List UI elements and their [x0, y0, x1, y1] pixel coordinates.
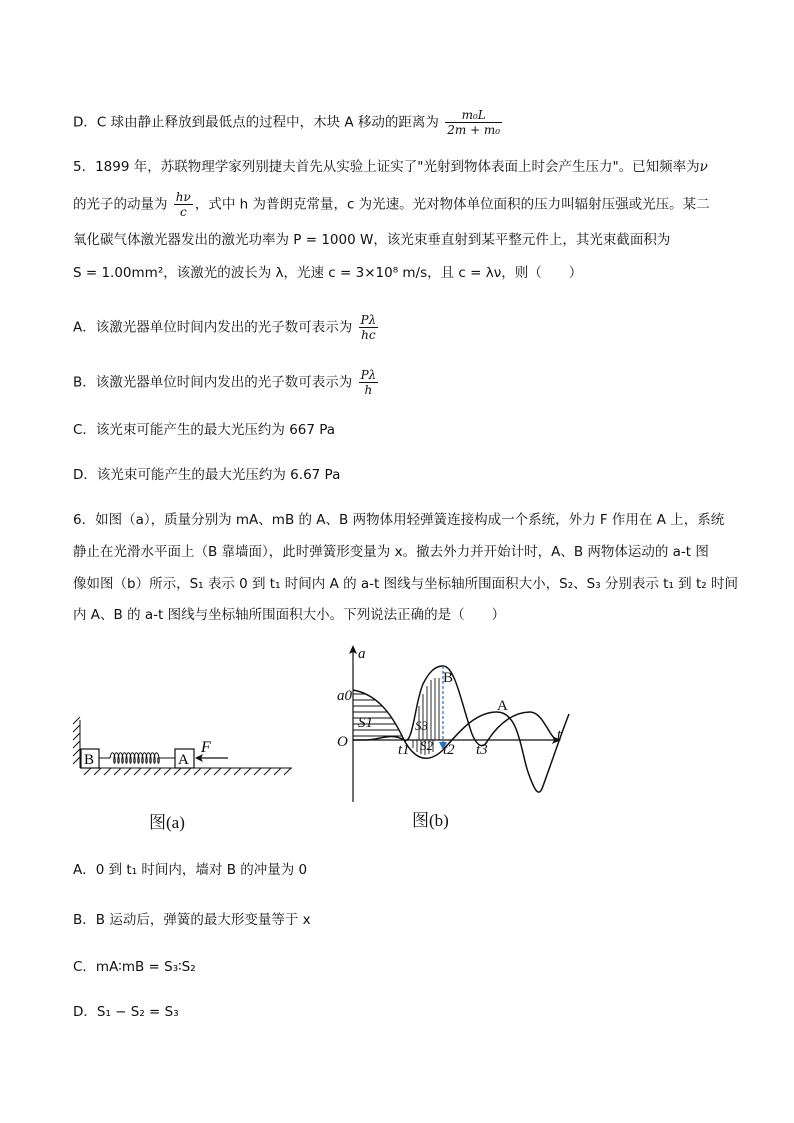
q5-option-d: D．该光束可能产生的最大光压约为 6.67 Pa: [73, 467, 341, 483]
q5-option-b-text: B．该激光器单位时间内发出的光子数可表示为: [73, 374, 353, 391]
q4-option-d-text: D．C 球由静止释放到最低点的过程中，木块 A 移动的距离为: [73, 114, 439, 131]
block-a-label: A: [178, 752, 189, 768]
spring: [99, 753, 175, 764]
q5-option-a-fraction: [359, 313, 379, 342]
q5-momentum-fraction: [174, 190, 193, 219]
figure-b-caption: 图(b): [412, 811, 449, 830]
q6-stem-line1: 6．如图（a），质量分别为 mA、mB 的 A、B 两物体用轻弹簧连接构成一个系统，外力 F 作用在 A 上，系统: [73, 512, 725, 528]
figure-b: [325, 642, 580, 807]
figure-a: [70, 712, 300, 782]
q5-stem-line2: [73, 190, 710, 219]
q5-line1-text: 5．1899 年，苏联物理学家列别捷夫首先从实验上证实了"光射到物体表面上时会产生压力"。已知频率为: [73, 159, 700, 175]
curve-b: [353, 666, 557, 746]
q6-stem-line4: 内 A、B 的 a-t 图线与坐标轴所围面积大小。下列说法正确的是（ ）: [73, 607, 506, 623]
q6-stem-line3: 像如图（b）所示，S₁ 表示 0 到 t₁ 时间内 A 的 a-t 图线与坐标轴所围面积大小，S₂、S₃ 分别表示 t₁ 到 t₂ 时间: [73, 576, 738, 592]
q5-stem-line4: S = 1.00mm²，该激光的波长为 λ，光速 c = 3×10⁸ m/s，且 c = λν，则（ ）: [73, 265, 583, 281]
curve-b-label: B: [443, 670, 454, 686]
q6-option-b: B．B 运动后，弹簧的最大形变量等于 x: [73, 912, 311, 928]
floor-hatching: [80, 768, 292, 775]
q6-option-a: A．0 到 t₁ 时间内，墙对 B 的冲量为 0: [73, 862, 308, 878]
t3-label: t3: [476, 742, 488, 758]
q5-option-a-text: A．该激光器单位时间内发出的光子数可表示为: [73, 319, 353, 336]
fraction-denominator: 2m + m₀: [447, 123, 501, 137]
q5-line2-pre: 的光子的动量为: [73, 196, 168, 213]
fraction-denominator: h: [364, 383, 373, 397]
q5-option-c: C．该光束可能产生的最大光压约为 667 Pa: [73, 422, 336, 438]
block-b-label: B: [84, 752, 95, 768]
q5-line1-nu: ν: [699, 159, 708, 175]
q5-line2-post: ，式中 h 为普朗克常量，c 为光速。光对物体单位面积的压力叫辐射压强或光压。某二: [194, 196, 710, 213]
t2-label: t2: [443, 742, 455, 758]
q4-option-d-fraction: [445, 108, 502, 137]
curve-a-label: A: [497, 698, 508, 714]
fraction-denominator: hc: [361, 328, 376, 342]
axis-label-a: a: [358, 646, 366, 662]
origin-label: O: [337, 734, 348, 750]
q5-stem-line3: 氧化碳气体激光器发出的激光功率为 P = 1000 W，该光束垂直射到某平整元件上，其光束截面积为: [73, 232, 671, 248]
fraction-numerator: m₀L: [445, 108, 502, 123]
q5-option-b: [73, 368, 380, 397]
q5-option-a: [73, 313, 380, 342]
fraction-denominator: c: [179, 205, 187, 219]
axis-label-t: t: [557, 727, 562, 743]
curve-a: [353, 690, 569, 792]
force-label: F: [201, 739, 211, 756]
fraction-numerator: hν: [175, 190, 191, 204]
a0-label: a0: [337, 688, 352, 704]
s3-label: S3: [415, 718, 428, 733]
wall-hatching: [73, 717, 80, 768]
s1-label: S1: [358, 715, 373, 731]
s2-label: S2: [420, 738, 433, 753]
t1-label: t1: [398, 742, 410, 758]
q6-option-d: D．S₁ − S₂ = S₃: [73, 1004, 179, 1020]
figure-a-caption: 图(a): [149, 813, 185, 832]
q5-stem-line1: [73, 157, 708, 177]
q4-option-d: [73, 108, 504, 137]
q6-option-c: C．mA∶mB = S₃∶S₂: [73, 959, 196, 975]
q5-option-b-fraction: [359, 368, 379, 397]
fraction-numerator: Pλ: [360, 313, 377, 327]
fraction-numerator: Pλ: [360, 368, 377, 382]
q6-stem-line2: 静止在光滑水平面上（B 靠墙面），此时弹簧形变量为 x。撤去外力并开始计时，A、B 两物体运动的 a-t 图: [73, 544, 709, 560]
